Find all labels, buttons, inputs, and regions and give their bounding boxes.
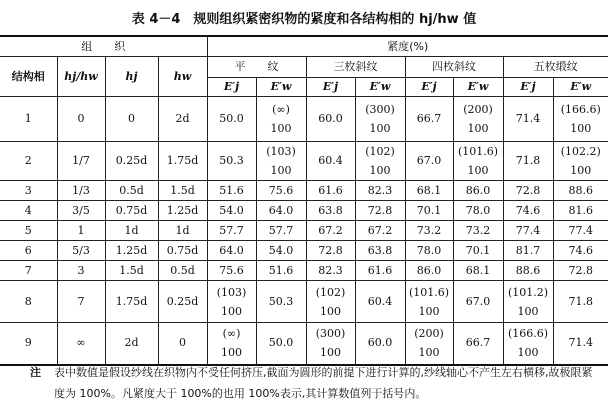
capped-value: 100 (221, 304, 242, 318)
ew-value-cell: 60.4 (355, 281, 405, 323)
hj-cell: 1.25d (105, 241, 158, 261)
ratio-cell: 1/3 (57, 181, 105, 201)
ew-value-cell: 71.4 (553, 323, 608, 365)
header-3-twill: 三枚斜纹 (306, 57, 405, 78)
ew-value-cell: 67.2 (355, 221, 405, 241)
capped-value: 100 (517, 304, 539, 318)
ew-value-cell: 74.6 (553, 241, 608, 261)
ew-value-cell: 78.0 (453, 201, 503, 221)
header-5-satin: 五枚缎纹 (503, 57, 608, 78)
computed-value: (200) (463, 103, 493, 116)
ej-value-cell: 88.6 (503, 261, 553, 281)
ej-value-cell: 63.8 (306, 201, 355, 221)
ew-value-cell: 61.6 (355, 261, 405, 281)
ej-value-cell: 77.4 (503, 221, 553, 241)
capped-value: 100 (221, 346, 242, 360)
structure-phase-cell: 1 (0, 97, 57, 142)
ew-value-cell: 54.0 (256, 241, 306, 261)
computed-value: (101.2) (507, 285, 549, 299)
structure-phase-cell: 5 (0, 221, 57, 241)
capped-value: 100 (517, 346, 539, 360)
capped-value: 100 (369, 164, 391, 177)
ew-value-cell (453, 142, 503, 181)
ej-value-cell: 61.6 (306, 181, 355, 201)
capped-value: 100 (320, 304, 341, 318)
computed-value: (∞) (222, 327, 241, 341)
ej-value-cell (306, 323, 355, 365)
ej-value-cell: 72.8 (503, 181, 553, 201)
ej-value-cell (207, 281, 256, 323)
ej-value-cell (306, 281, 355, 323)
ej-value-cell: 66.7 (405, 97, 453, 142)
header-plain-weave: 平 纹 (207, 57, 306, 78)
ratio-cell: 7 (57, 281, 105, 323)
capped-value: 100 (270, 122, 292, 135)
ej-value-cell: 67.0 (405, 142, 453, 181)
header-ej: E′j (207, 78, 256, 97)
ew-value-cell: 75.6 (256, 181, 306, 201)
ew-value-cell (355, 97, 405, 142)
ew-value-cell: 64.0 (256, 201, 306, 221)
capped-value: 100 (570, 122, 592, 135)
ratio-cell: 5/3 (57, 241, 105, 261)
ratio-cell: 0 (57, 97, 105, 142)
structure-phase-cell: 4 (0, 201, 57, 221)
header-ew: E′w (355, 78, 405, 97)
ej-value-cell (207, 323, 256, 365)
ej-value-cell: 50.0 (207, 97, 256, 142)
capped-value: 100 (369, 122, 391, 135)
table-row (0, 241, 608, 261)
computed-value: (102) (365, 145, 395, 158)
ew-value-cell (256, 142, 306, 181)
ej-value-cell: 86.0 (405, 261, 453, 281)
ej-value-cell: 75.6 (207, 261, 256, 281)
ew-value-cell: 68.1 (453, 261, 503, 281)
ew-value-cell: 70.1 (453, 241, 503, 261)
table-row (0, 221, 608, 241)
ew-value-cell (453, 97, 503, 142)
computed-value: (103) (266, 145, 296, 158)
ew-value-cell: 77.4 (553, 221, 608, 241)
structure-phase-cell: 6 (0, 241, 57, 261)
structure-phase-cell: 2 (0, 142, 57, 181)
header-hw: hw (158, 57, 207, 97)
capped-value: 100 (467, 164, 489, 177)
ej-value-cell (503, 281, 553, 323)
ew-value-cell: 57.7 (256, 221, 306, 241)
ew-value-cell: 72.8 (355, 201, 405, 221)
ej-value-cell: 81.7 (503, 241, 553, 261)
header-hj: hj (105, 57, 158, 97)
ew-value-cell: 82.3 (355, 181, 405, 201)
hw-cell: 1.75d (158, 142, 207, 181)
hj-cell: 0.75d (105, 201, 158, 221)
header-4-twill: 四枚斜纹 (405, 57, 503, 78)
ej-value-cell: 60.0 (306, 97, 355, 142)
hw-cell: 1.5d (158, 181, 207, 201)
tightness-table (0, 35, 608, 366)
computed-value: (166.6) (560, 103, 601, 116)
header-ej: E′j (503, 78, 553, 97)
ratio-cell: 1 (57, 221, 105, 241)
computed-value: (∞) (272, 103, 290, 116)
structure-phase-cell: 8 (0, 281, 57, 323)
structure-phase-cell: 9 (0, 323, 57, 365)
capped-value: 100 (418, 304, 440, 318)
ew-value-cell: 81.6 (553, 201, 608, 221)
computed-value: (102) (315, 285, 346, 299)
ej-value-cell: 60.4 (306, 142, 355, 181)
ew-value-cell: 51.6 (256, 261, 306, 281)
ew-value-cell: 73.2 (453, 221, 503, 241)
header-ew: E′w (453, 78, 503, 97)
computed-value: (166.6) (507, 327, 549, 341)
table-row (0, 97, 608, 142)
hj-cell: 2d (105, 323, 158, 365)
ew-value-cell: 67.0 (453, 281, 503, 323)
hw-cell: 1d (158, 221, 207, 241)
capped-value: 100 (570, 164, 592, 177)
ej-value-cell: 54.0 (207, 201, 256, 221)
ratio-cell: ∞ (57, 323, 105, 365)
hw-cell: 2d (158, 97, 207, 142)
computed-value: (200) (414, 327, 444, 341)
ej-value-cell: 73.2 (405, 221, 453, 241)
structure-phase-cell: 7 (0, 261, 57, 281)
ew-value-cell (553, 142, 608, 181)
hj-cell: 1.75d (105, 281, 158, 323)
ew-value-cell: 50.3 (256, 281, 306, 323)
header-ej: E′j (405, 78, 453, 97)
ew-value-cell: 60.0 (355, 323, 405, 365)
computed-value: (103) (216, 285, 247, 299)
hj-cell: 1d (105, 221, 158, 241)
table-note (30, 362, 600, 404)
ej-value-cell: 78.0 (405, 241, 453, 261)
ej-value-cell: 71.8 (503, 142, 553, 181)
hw-cell: 0.5d (158, 261, 207, 281)
ej-value-cell (405, 323, 453, 365)
ew-value-cell: 63.8 (355, 241, 405, 261)
capped-value: 100 (418, 346, 440, 360)
computed-value: (101.6) (457, 145, 499, 158)
computed-value: (102.2) (560, 145, 601, 158)
header-ej: E′j (306, 78, 355, 97)
header-ratio: hj/hw (57, 57, 105, 97)
ratio-cell: 3 (57, 261, 105, 281)
structure-phase-cell: 3 (0, 181, 57, 201)
capped-value: 100 (320, 346, 341, 360)
computed-value: (101.6) (408, 285, 450, 299)
ew-value-cell (355, 142, 405, 181)
hw-cell: 0 (158, 323, 207, 365)
ej-value-cell (405, 281, 453, 323)
ew-value-cell: 50.0 (256, 323, 306, 365)
ej-value-cell: 71.4 (503, 97, 553, 142)
table-title: 表 4－4 规则组织紧密织物的紧度和各结构相的 hj/hw 值 (131, 12, 477, 27)
ej-value-cell: 64.0 (207, 241, 256, 261)
hw-cell: 1.25d (158, 201, 207, 221)
table-row (0, 201, 608, 221)
ej-value-cell: 72.8 (306, 241, 355, 261)
capped-value: 100 (270, 164, 292, 177)
table-row (0, 281, 608, 323)
hj-cell: 0.5d (105, 181, 158, 201)
note-label: 注 (30, 366, 41, 379)
ej-value-cell: 82.3 (306, 261, 355, 281)
hw-cell: 0.25d (158, 281, 207, 323)
ej-value-cell (503, 323, 553, 365)
header-tightness-group: 紧度(%) (207, 36, 608, 57)
ew-value-cell (256, 97, 306, 142)
ej-value-cell: 67.2 (306, 221, 355, 241)
ej-value-cell: 74.6 (503, 201, 553, 221)
ew-value-cell: 88.6 (553, 181, 608, 201)
ew-value-cell (553, 97, 608, 142)
ej-value-cell: 68.1 (405, 181, 453, 201)
hj-cell: 1.5d (105, 261, 158, 281)
table-row (0, 323, 608, 365)
computed-value: (300) (315, 327, 346, 341)
computed-value: (300) (365, 103, 395, 116)
ratio-cell: 3/5 (57, 201, 105, 221)
ej-value-cell: 51.6 (207, 181, 256, 201)
ej-value-cell: 70.1 (405, 201, 453, 221)
hj-cell: 0.25d (105, 142, 158, 181)
ew-value-cell: 72.8 (553, 261, 608, 281)
header-ew: E′w (256, 78, 306, 97)
ej-value-cell: 57.7 (207, 221, 256, 241)
hw-cell: 0.75d (158, 241, 207, 261)
ej-value-cell: 50.3 (207, 142, 256, 181)
capped-value: 100 (467, 122, 489, 135)
header-weave-group: 组 织 (0, 36, 207, 57)
table-row (0, 261, 608, 281)
table-row (0, 142, 608, 181)
ratio-cell: 1/7 (57, 142, 105, 181)
table-row (0, 181, 608, 201)
ew-value-cell: 66.7 (453, 323, 503, 365)
header-structure-phase: 结构相 (0, 57, 57, 97)
note-text: 表中数值是假设纱线在织物内不受任何挤压,截面为圆形的前提下进行计算的,纱线轴心不产生左右横移,故极限紧度为 100%。凡紧度大于 100%的也用 100%表示,其计算数值列于括号内。 (54, 366, 593, 400)
hj-cell: 0 (105, 97, 158, 142)
header-ew: E′w (553, 78, 608, 97)
ew-value-cell: 86.0 (453, 181, 503, 201)
ew-value-cell: 71.8 (553, 281, 608, 323)
